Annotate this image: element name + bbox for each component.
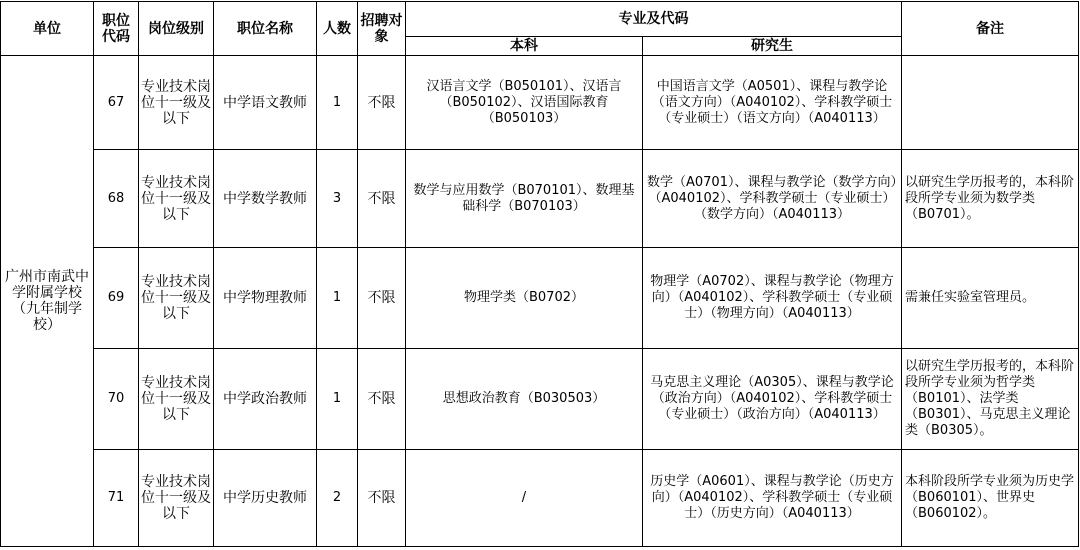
undergrad-major-cell: 物理学类（B0702） [406, 248, 643, 349]
header-graduate: 研究生 [643, 37, 902, 56]
count-cell: 3 [317, 150, 358, 248]
header-remark: 备注 [902, 2, 1079, 56]
remark-cell: 本科阶段所学专业须为历史学 （B060101）、世界史（B060102）。 [902, 450, 1079, 547]
graduate-major-cell: 数学（A0701）、课程与教学论（数学方向）（A040102）、学科教学硕士（专业硕士）（数学方向）（A040113） [643, 150, 902, 248]
table-row [1, 349, 1079, 450]
count-cell: 1 [317, 248, 358, 349]
post-level-cell: 专业技术岗位十一级及以下 [139, 248, 214, 349]
undergrad-major-cell: / [406, 450, 643, 547]
header-unit: 单位 [1, 2, 94, 56]
recruitment-table [0, 1, 1079, 547]
count-cell: 1 [317, 349, 358, 450]
count-cell: 1 [317, 56, 358, 150]
post-level-cell: 专业技术岗位十一级及以下 [139, 150, 214, 248]
graduate-major-cell: 马克思主义理论（A0305）、课程与教学论（政治方向）（A040102）、学科教学硕士（专业硕士）（政治方向）（A040113） [643, 349, 902, 450]
post-name-cell: 中学政治教师 [214, 349, 317, 450]
remark-cell: 以研究生学历报考的，本科阶段所学专业须为数学类 （B0701）。 [902, 150, 1079, 248]
graduate-major-cell: 中国语言文学（A0501）、课程与教学论（语文方向）（A040102）、学科教学硕士（专业硕士）（语文方向）（A040113） [643, 56, 902, 150]
header-row-top [1, 2, 1079, 37]
header-undergrad: 本科 [406, 37, 643, 56]
undergrad-major-cell: 数学与应用数学（B070101）、数理基础科学（B070103） [406, 150, 643, 248]
count-cell: 2 [317, 450, 358, 547]
undergrad-major-cell: 汉语言文学（B050101）、汉语言（B050102）、汉语国际教育（B050103） [406, 56, 643, 150]
target-cell: 不限 [358, 248, 406, 349]
target-cell: 不限 [358, 450, 406, 547]
header-post-code: 职位代码 [94, 2, 139, 56]
graduate-major-cell: 历史学（A0601）、课程与教学论（历史方向）（A040102）、学科教学硕士（专业硕士）（历史方向）（A040113） [643, 450, 902, 547]
post-name-cell: 中学语文教师 [214, 56, 317, 150]
post-code-cell: 71 [94, 450, 139, 547]
unit-name-cell: 广州市南武中学附属学校（九年制学校） [1, 56, 94, 547]
table-row [1, 450, 1079, 547]
graduate-major-cell: 物理学（A0702）、课程与教学论（物理方向）（A040102）、学科教学硕士（专业硕士）（物理方向）（A040113） [643, 248, 902, 349]
post-level-cell: 专业技术岗位十一级及以下 [139, 450, 214, 547]
target-cell: 不限 [358, 56, 406, 150]
header-count: 人数 [317, 2, 358, 56]
post-name-cell: 中学物理教师 [214, 248, 317, 349]
post-level-cell: 专业技术岗位十一级及以下 [139, 349, 214, 450]
post-name-cell: 中学历史教师 [214, 450, 317, 547]
remark-cell [902, 56, 1079, 150]
undergrad-major-cell: 思想政治教育（B030503） [406, 349, 643, 450]
header-post-name: 职位名称 [214, 2, 317, 56]
remark-cell: 以研究生学历报考的，本科阶段所学专业须为哲学类（B0101）、法学类（B0301）、马克思主义理论类（B0305）。 [902, 349, 1079, 450]
post-name-cell: 中学数学教师 [214, 150, 317, 248]
header-target: 招聘对象 [358, 2, 406, 56]
target-cell: 不限 [358, 150, 406, 248]
post-code-cell: 69 [94, 248, 139, 349]
post-code-cell: 70 [94, 349, 139, 450]
post-level-cell: 专业技术岗位十一级及以下 [139, 56, 214, 150]
header-major-group: 专业及代码 [406, 2, 902, 37]
target-cell: 不限 [358, 349, 406, 450]
post-code-cell: 67 [94, 56, 139, 150]
header-post-level: 岗位级别 [139, 2, 214, 56]
table-row [1, 150, 1079, 248]
remark-cell: 需兼任实验室管理员。 [902, 248, 1079, 349]
table-row [1, 248, 1079, 349]
post-code-cell: 68 [94, 150, 139, 248]
table-row [1, 56, 1079, 150]
